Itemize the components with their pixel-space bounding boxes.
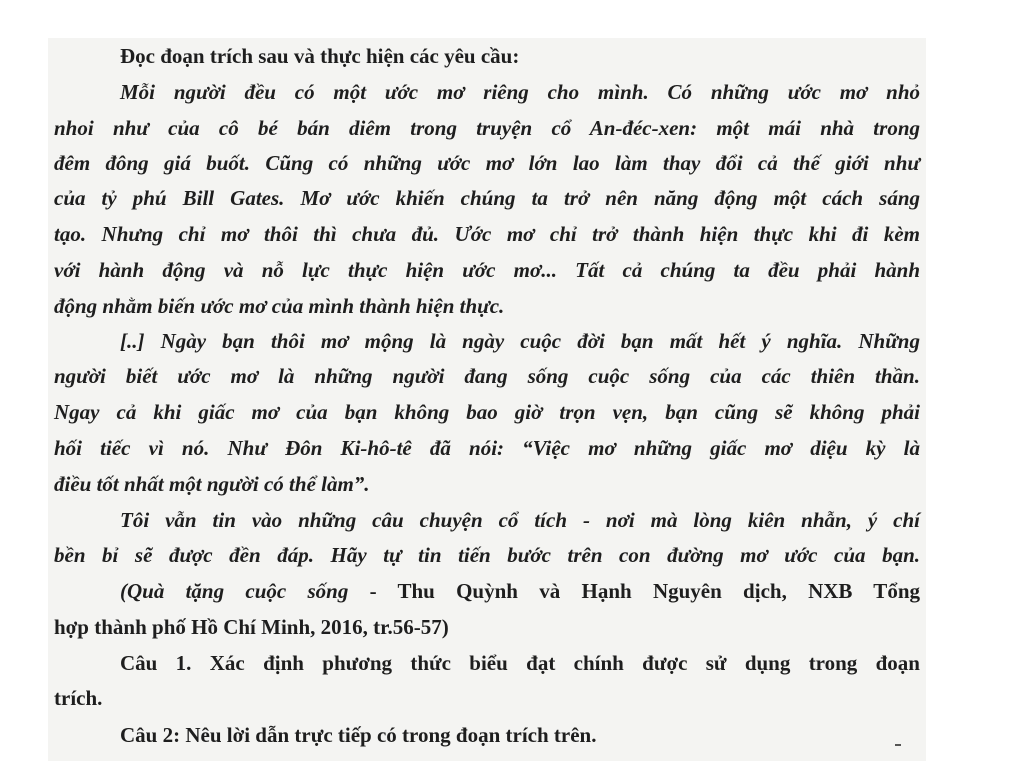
passage-line: Ngay cả khi giấc mơ của bạn không bao giờ trọn vẹn, bạn cũng sẽ không phải — [54, 400, 920, 424]
scan-mark — [895, 744, 901, 746]
passage-line: tạo. Nhưng chỉ mơ thôi thì chưa đủ. Ước mơ chỉ trở thành hiện thực khi đi kèm — [54, 222, 920, 246]
passage-line: Mỗi người đều có một ước mơ riêng cho mình. Có những ước mơ nhỏ — [120, 80, 920, 104]
passage-line: [..] Ngày bạn thôi mơ mộng là ngày cuộc đời bạn mất hết ý nghĩa. Những — [120, 329, 920, 353]
passage-line: nhoi như của cô bé bán diêm trong truyện cổ An-đéc-xen: một mái nhà trong — [54, 116, 920, 140]
question-2: Câu 2: Nêu lời dẫn trực tiếp có trong đoạn trích trên. — [120, 723, 597, 747]
instruction-heading: Đọc đoạn trích sau và thực hiện các yêu cầu: — [120, 44, 520, 68]
source-credit: Thu Quỳnh và Hạnh Nguyên dịch, NXB Tổng — [397, 579, 920, 603]
source-separator: - — [348, 579, 398, 603]
source-citation — [120, 577, 920, 605]
source-book-title: (Quà tặng cuộc sống — [120, 579, 349, 603]
passage-line: với hành động và nỗ lực thực hiện ước mơ... Tất cả chúng ta đều phải hành — [54, 258, 920, 282]
passage-line: bền bỉ sẽ được đền đáp. Hãy tự tin tiến bước trên con đường mơ ước của bạn. — [54, 543, 920, 567]
question-1: Câu 1. Xác định phương thức biểu đạt chính được sử dụng trong đoạn — [120, 651, 920, 675]
source-credit-continued: hợp thành phố Hồ Chí Minh, 2016, tr.56-57) — [54, 615, 449, 639]
passage-line: Tôi vẫn tin vào những câu chuyện cổ tích - nơi mà lòng kiên nhẫn, ý chí — [120, 508, 920, 532]
passage-line: hối tiếc vì nó. Như Đôn Ki-hô-tê đã nói: “Việc mơ những giấc mơ diệu kỳ là — [54, 436, 920, 460]
question-1-continued: trích. — [54, 686, 103, 710]
passage-line: của tỷ phú Bill Gates. Mơ ước khiến chúng ta trở nên năng động một cách sáng — [54, 186, 920, 210]
passage-line: động nhằm biến ước mơ của mình thành hiện thực. — [54, 294, 505, 318]
document-page — [48, 38, 926, 761]
passage-line: điều tốt nhất một người có thể làm”. — [54, 472, 370, 496]
passage-line: người biết ước mơ là những người đang sống cuộc sống của các thiên thần. — [54, 364, 920, 388]
passage-line: đêm đông giá buốt. Cũng có những ước mơ lớn lao làm thay đổi cả thế giới như — [54, 151, 920, 175]
